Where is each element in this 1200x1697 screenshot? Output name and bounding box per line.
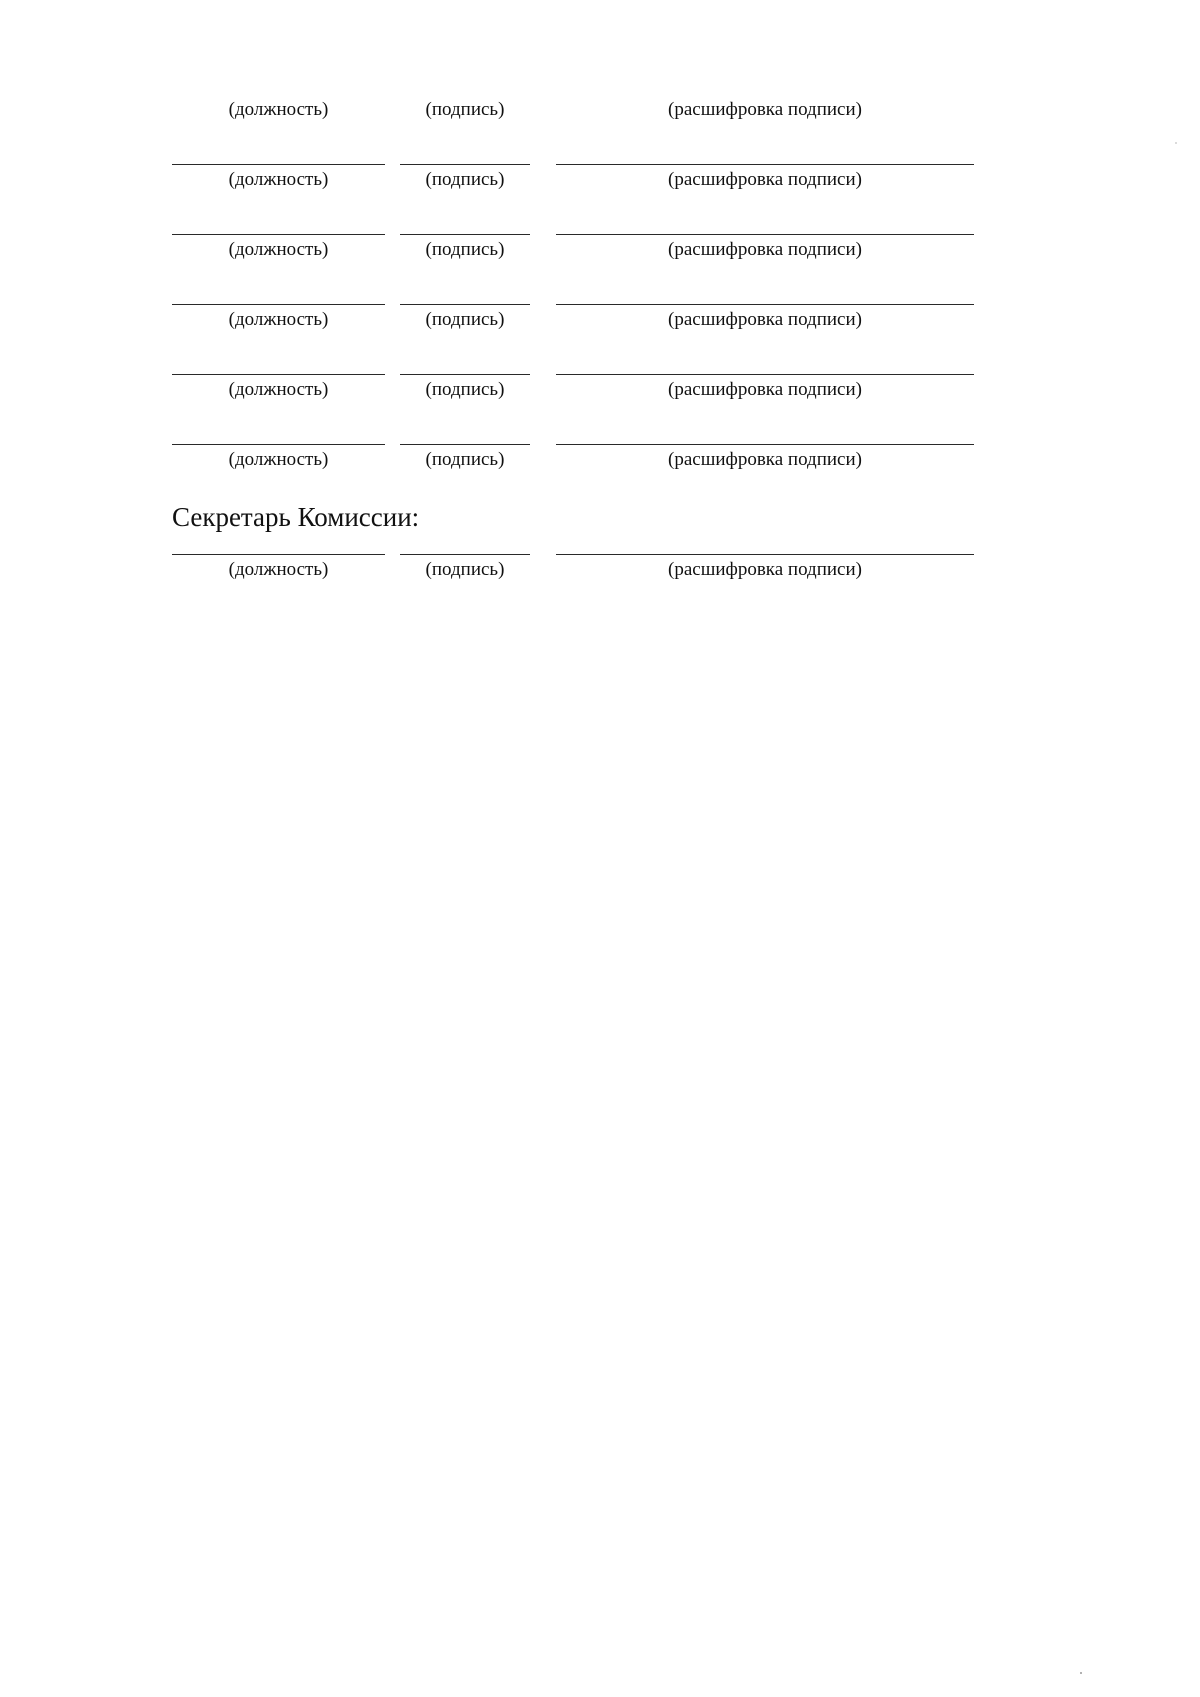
signature-row	[0, 234, 1200, 274]
signature-row	[0, 164, 1200, 204]
signature-caption: (подпись)	[425, 559, 505, 580]
secretary-title: Секретарь Комиссии:	[172, 502, 420, 532]
signature-caption: (подпись)	[425, 239, 505, 260]
scan-speck	[1080, 1672, 1082, 1674]
signature-caption: (подпись)	[425, 309, 505, 330]
signature-line	[400, 234, 530, 235]
signature-row	[0, 304, 1200, 344]
decoding-line	[556, 374, 974, 375]
decoding-caption: (расшифровка подписи)	[668, 379, 862, 400]
secretary-signature-row	[0, 554, 1200, 594]
decoding-caption: (расшифровка подписи)	[668, 239, 862, 260]
position-line	[172, 444, 385, 445]
decoding-line	[556, 304, 974, 305]
decoding-caption: (расшифровка подписи)	[668, 309, 862, 330]
position-line	[172, 234, 385, 235]
signature-line	[400, 374, 530, 375]
signature-line	[400, 304, 530, 305]
decoding-caption: (расшифровка подписи)	[668, 559, 862, 580]
scan-speck	[1175, 142, 1177, 144]
decoding-line	[556, 554, 974, 555]
position-line	[172, 304, 385, 305]
signature-caption: (подпись)	[425, 449, 505, 470]
position-caption: (должность)	[228, 99, 329, 120]
decoding-line	[556, 234, 974, 235]
signature-row	[0, 444, 1200, 484]
signature-row	[0, 94, 1200, 134]
position-caption: (должность)	[228, 559, 329, 580]
signature-line	[400, 444, 530, 445]
signature-caption: (подпись)	[425, 99, 505, 120]
signature-caption: (подпись)	[425, 169, 505, 190]
position-caption: (должность)	[228, 449, 329, 470]
decoding-caption: (расшифровка подписи)	[668, 449, 862, 470]
position-line	[172, 554, 385, 555]
decoding-caption: (расшифровка подписи)	[668, 169, 862, 190]
signature-row	[0, 374, 1200, 414]
position-caption: (должность)	[228, 309, 329, 330]
decoding-line	[556, 444, 974, 445]
position-line	[172, 164, 385, 165]
decoding-line	[556, 164, 974, 165]
signature-line	[400, 164, 530, 165]
signature-caption: (подпись)	[425, 379, 505, 400]
position-line	[172, 374, 385, 375]
position-caption: (должность)	[228, 169, 329, 190]
decoding-caption: (расшифровка подписи)	[668, 99, 862, 120]
signature-line	[400, 554, 530, 555]
position-caption: (должность)	[228, 379, 329, 400]
position-caption: (должность)	[228, 239, 329, 260]
